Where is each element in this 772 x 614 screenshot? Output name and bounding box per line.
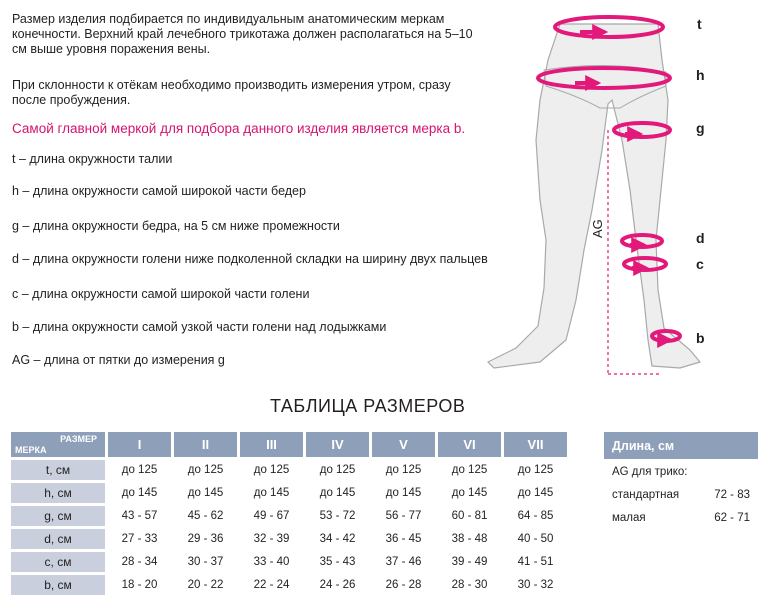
length-row-label: малая [612, 512, 646, 524]
size-col-header: II [174, 432, 237, 457]
label-ag: AG [590, 219, 605, 238]
length-row-value: 72 - 83 [714, 489, 750, 501]
size-table-corner [11, 432, 105, 457]
size-row-label: b, см [11, 575, 105, 595]
size-table-row [11, 552, 567, 572]
size-col-header: V [372, 432, 435, 457]
legend-item-g: g – длина окружности бедра, на 5 см ниже промежности [12, 219, 340, 233]
legend-item-c: c – длина окружности самой широкой части голени [12, 287, 310, 301]
size-table [8, 429, 570, 598]
size-table-title: ТАБЛИЦА РАЗМЕРОВ [270, 396, 466, 416]
label-t: t [697, 16, 702, 32]
length-row [604, 485, 758, 505]
size-col-header: III [240, 432, 303, 457]
size-cell: 60 - 81 [438, 506, 501, 526]
size-cell: 40 - 50 [504, 529, 567, 549]
label-c: c [696, 256, 704, 272]
measurement-figure [480, 0, 772, 390]
length-table-header: Длина, см [604, 432, 758, 459]
size-cell: 41 - 51 [504, 552, 567, 572]
length-row-value: 62 - 71 [714, 512, 750, 524]
intro-paragraph-1: Размер изделия подбирается по индивидуальным анатомическим меркам конечности. Верхний край лечебного трикотажа должен располагаться на 5–10 см выше уровня поражения вены. [12, 12, 473, 56]
corner-mark-label: МЕРКА [15, 445, 47, 455]
size-cell: 30 - 37 [174, 552, 237, 572]
size-cell: 39 - 49 [438, 552, 501, 572]
size-cell: до 145 [438, 483, 501, 503]
size-cell: 29 - 36 [174, 529, 237, 549]
legend-item-h: h – длина окружности самой широкой части бедер [12, 184, 306, 198]
size-cell: до 125 [438, 460, 501, 480]
intro-paragraph-2: При склонности к отёкам необходимо производить измерения утром, сразу после пробуждения. [12, 78, 451, 107]
size-cell: 26 - 28 [372, 575, 435, 595]
size-cell: 24 - 26 [306, 575, 369, 595]
size-cell: до 145 [240, 483, 303, 503]
size-col-header: VI [438, 432, 501, 457]
size-cell: 56 - 77 [372, 506, 435, 526]
size-cell: 28 - 34 [108, 552, 171, 572]
size-cell: 36 - 45 [372, 529, 435, 549]
size-cell: 49 - 67 [240, 506, 303, 526]
size-cell: до 145 [174, 483, 237, 503]
label-b: b [696, 330, 705, 346]
size-cell: до 125 [174, 460, 237, 480]
size-cell: 22 - 24 [240, 575, 303, 595]
legend-item-d: d – длина окружности голени ниже подколенной складки на ширину двух пальцев [12, 252, 488, 266]
size-table-row [11, 529, 567, 549]
size-row-label: g, см [11, 506, 105, 526]
size-cell: 18 - 20 [108, 575, 171, 595]
size-cell: 28 - 30 [438, 575, 501, 595]
corner-size-label: РАЗМЕР [60, 434, 97, 444]
length-row-label: стандартная [612, 489, 680, 501]
size-cell: до 125 [108, 460, 171, 480]
size-cell: 32 - 39 [240, 529, 303, 549]
size-cell: до 145 [372, 483, 435, 503]
size-cell: 45 - 62 [174, 506, 237, 526]
legend-item-ag: AG – длина от пятки до измерения g [12, 353, 225, 367]
size-cell: 37 - 46 [372, 552, 435, 572]
size-cell: 35 - 43 [306, 552, 369, 572]
size-cell: до 125 [504, 460, 567, 480]
size-cell: до 145 [108, 483, 171, 503]
length-table [601, 429, 761, 531]
size-cell: до 145 [306, 483, 369, 503]
size-table-row [11, 575, 567, 595]
label-d: d [696, 230, 705, 246]
size-table-header-row [11, 432, 567, 457]
size-row-label: d, см [11, 529, 105, 549]
size-cell: 20 - 22 [174, 575, 237, 595]
legend-item-b: b – длина окружности самой узкой части голени над лодыжками [12, 320, 387, 334]
legend-item-t: t – длина окружности талии [12, 152, 173, 166]
label-h: h [696, 67, 705, 83]
size-col-header: VII [504, 432, 567, 457]
size-cell: до 145 [504, 483, 567, 503]
size-cell: до 125 [372, 460, 435, 480]
size-table-row [11, 506, 567, 526]
length-row [604, 508, 758, 528]
label-g: g [696, 120, 705, 136]
size-cell: 53 - 72 [306, 506, 369, 526]
size-row-label: h, см [11, 483, 105, 503]
size-cell: до 125 [240, 460, 303, 480]
size-cell: 64 - 85 [504, 506, 567, 526]
size-cell: 30 - 32 [504, 575, 567, 595]
size-cell: 27 - 33 [108, 529, 171, 549]
length-table-subtitle: AG для трико: [612, 466, 688, 478]
size-cell: 43 - 57 [108, 506, 171, 526]
legs-illustration [480, 0, 772, 390]
size-cell: 38 - 48 [438, 529, 501, 549]
size-col-header: IV [306, 432, 369, 457]
size-cell: 33 - 40 [240, 552, 303, 572]
size-cell: до 125 [306, 460, 369, 480]
size-table-row [11, 483, 567, 503]
size-row-label: c, см [11, 552, 105, 572]
size-table-row [11, 460, 567, 480]
size-cell: 34 - 42 [306, 529, 369, 549]
size-row-label: t, см [11, 460, 105, 480]
size-col-header: I [108, 432, 171, 457]
key-measure-note: Самой главной меркой для подбора данного изделия является мерка b. [12, 121, 466, 136]
